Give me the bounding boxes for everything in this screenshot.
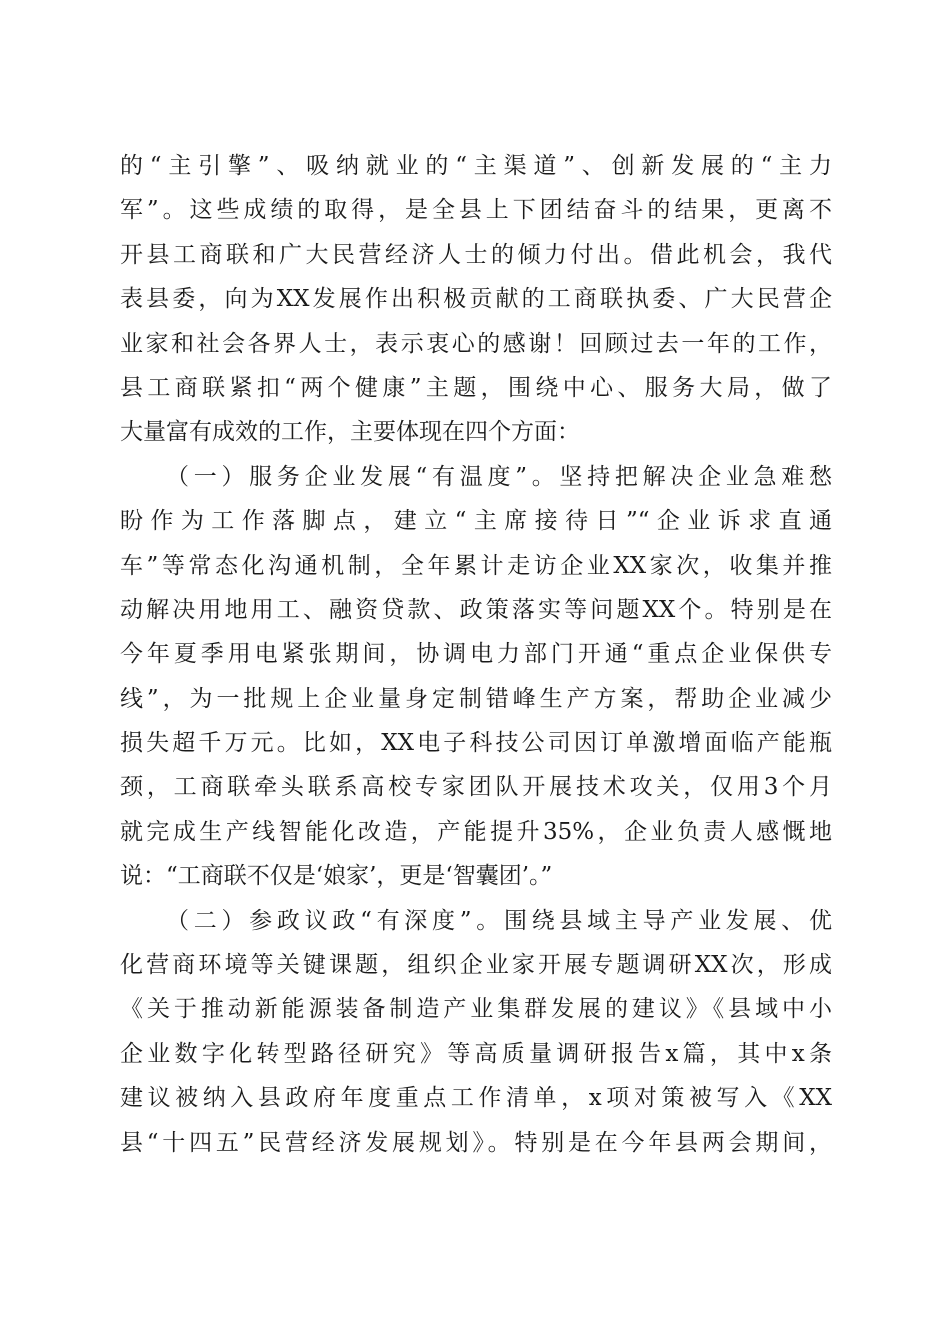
text-line: （一）服务企业发展“有温度”。坚持把解决企业急难愁 [166,463,832,490]
text-line: 军”。这些成绩的取得，是全县上下团结奋斗的结果，更离不 [120,197,832,224]
text-line: 颈，工商联牵头联系高校专家团队开展技术攻关，仅用3个月 [120,774,832,801]
text-line: 的“主引擎”、吸纳就业的“主渠道”、创新发展的“主力 [120,153,832,179]
text-line: 说：“工商联不仅是‘娘家’，更是‘智囊团’。” [120,863,553,890]
text-line: 就完成生产线智能化改造，产能提升35%，企业负责人感慨地 [120,818,832,845]
text-line: 县“十四五”民营经济发展规划》。特别是在今年县两会期间， [120,1129,832,1156]
text-line: 开县工商联和广大民营经济人士的倾力付出。借此机会，我代 [120,241,832,268]
text-line: 损失超千万元。比如，XX电子科技公司因订单激增面临产能瓶 [120,730,832,757]
paragraph-service [120,455,832,899]
text-line: 企业数字化转型路径研究》等高质量调研报告x篇，其中x条 [120,1040,832,1067]
text-line: 车”等常态化沟通机制，全年累计走访企业XX家次，收集并推 [120,552,832,579]
document-body [120,144,832,1165]
text-line: 表县委，向为XX发展作出积极贡献的工商联执委、广大民营企 [120,286,832,313]
text-line: 盼作为工作落脚点，建立“主席接待日”“企业诉求直通 [120,508,832,535]
text-line: 大量富有成效的工作，主要体现在四个方面： [120,419,580,446]
text-line: 业家和社会各界人士，表示衷心的感谢！回顾过去一年的工作， [120,330,832,357]
paragraph-intro [120,144,832,455]
text-line: 动解决用地用工、融资贷款、政策落实等问题XX个。特别是在 [120,596,832,623]
text-line: 县工商联紧扣“两个健康”主题，围绕中心、服务大局，做了 [120,374,832,401]
text-line: 化营商环境等关键课题，组织企业家开展专题调研XX次，形成 [120,952,832,979]
text-line: （二）参政议政“有深度”。围绕县域主导产业发展、优 [166,907,832,934]
text-line: 《关于推动新能源装备制造产业集群发展的建议》《县域中小 [120,996,832,1023]
text-line: 今年夏季用电紧张期间，协调电力部门开通“重点企业保供专 [120,641,832,668]
paragraph-politics [120,899,832,1165]
text-line: 建议被纳入县政府年度重点工作清单，x项对策被写入《XX [120,1085,832,1112]
text-line: 线”，为一批规上企业量身定制错峰生产方案，帮助企业减少 [120,685,832,712]
